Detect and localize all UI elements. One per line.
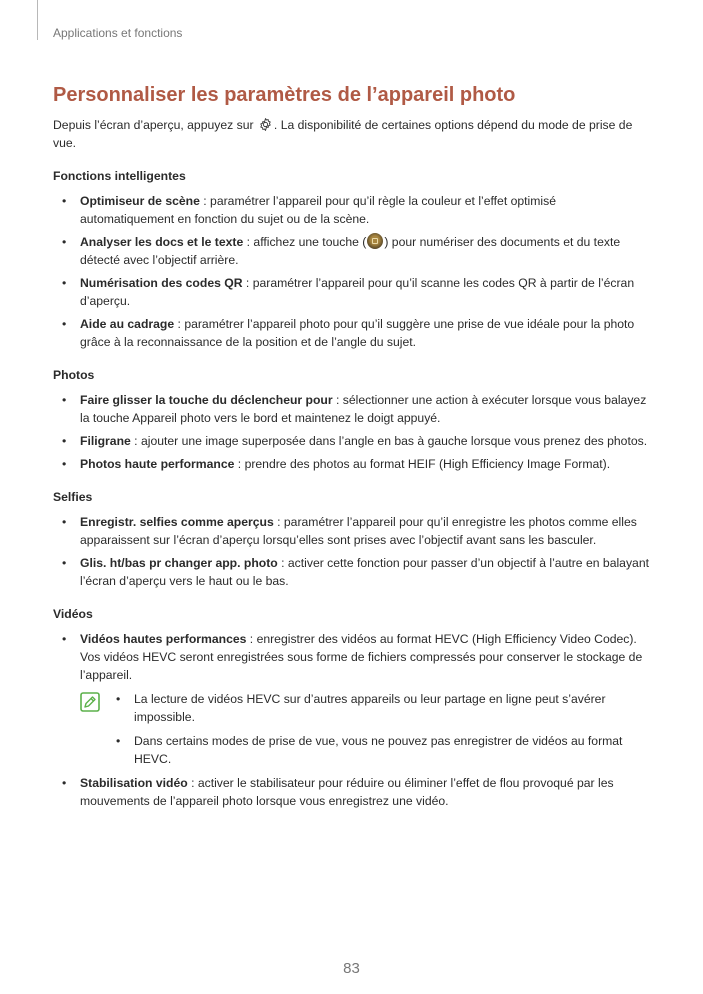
page-content — [53, 82, 653, 815]
item-text: : ajouter une image superposée dans l’angle en bas à gauche lorsque vous prenez des photos. — [130, 434, 648, 448]
list-item — [53, 432, 653, 450]
note-pencil-icon — [80, 692, 100, 712]
item-text: : paramétrer l’appareil pour qu’il scanne les codes QR à partir de l’écran d’aperçu. — [80, 276, 635, 308]
item-text: : sélectionner une action à exécuter lorsque vous balayez la touche Appareil photo vers le bord et maintenez le doigt appuyé. — [80, 393, 647, 425]
item-term: Stabilisation vidéo — [80, 776, 188, 790]
section-title-selfies: Selfies — [53, 490, 93, 504]
item-term: Photos haute performance — [80, 457, 235, 471]
margin-rule — [37, 0, 38, 40]
list-item — [53, 513, 653, 549]
photos-list — [53, 391, 653, 473]
videos-list — [53, 630, 653, 810]
item-term: Enregistr. selfies comme aperçus — [80, 515, 274, 529]
list-item — [53, 554, 653, 590]
gear-icon — [258, 117, 273, 132]
list-item — [53, 774, 653, 810]
page-title: Personnaliser les paramètres de l’appareil photo — [53, 84, 516, 106]
item-text: : prendre des photos au format HEIF (High Efficiency Image Format). — [234, 457, 611, 471]
intro-text-before: Depuis l’écran d’aperçu, appuyez sur — [53, 118, 257, 132]
list-item — [53, 192, 653, 228]
note-item: • La lecture de vidéos HEVC sur d’autres appareils ou leur partage en ligne peut s’avérer impossible. — [107, 690, 653, 726]
item-text: : paramétrer l’appareil photo pour qu’il suggère une prise de vue idéale pour la photo grâce à la reconnaissance de la position et de l’angle du sujet. — [80, 317, 635, 349]
item-text-before: : affichez une touche ( — [243, 235, 367, 249]
list-item — [53, 391, 653, 427]
list-item — [53, 630, 653, 768]
item-text: : activer le stabilisateur pour réduire ou éliminer l’effet de flou provoqué par les mouvements de l’appareil photo lorsque vous enregistrez une vidéo. — [80, 776, 614, 808]
note-list — [107, 690, 653, 768]
item-term: Filigrane — [80, 434, 131, 448]
note-box — [53, 690, 653, 768]
item-term: Vidéos hautes performances — [80, 632, 247, 646]
item-term: Optimiseur de scène — [80, 194, 200, 208]
list-item — [53, 315, 653, 351]
item-text: : paramétrer l’appareil pour qu’il enregistre les photos comme elles apparaissent sur l’écran d’aperçu lorsqu’elles sont prises avec l’objectif avant sans les basculer. — [80, 515, 637, 547]
item-term: Faire glisser la touche du déclencheur pour — [80, 393, 333, 407]
running-head: Applications et fonctions — [53, 26, 183, 40]
section-title-smart: Fonctions intelligentes — [53, 169, 186, 183]
selfies-list — [53, 513, 653, 590]
list-item — [53, 274, 653, 310]
item-term: Analyser les docs et le texte — [80, 235, 244, 249]
page-number: 83 — [343, 960, 360, 977]
note-item: • Dans certains modes de prise de vue, vous ne pouvez pas enregistrer de vidéos au format HEVC. — [107, 732, 653, 768]
item-text: : activer cette fonction pour passer d’un objectif à l’autre en balayant l’écran d’aperçu vers le haut ou le bas. — [80, 556, 649, 588]
item-term: Aide au cadrage — [80, 317, 175, 331]
item-text: : enregistrer des vidéos au format HEVC (High Efficiency Video Codec). Vos vidéos HEVC seront enregistrées sous forme de fichiers compressés pour conserver le stockage de l’appareil. — [80, 632, 643, 682]
intro-paragraph — [53, 116, 653, 152]
intro-text-after: . La disponibilité de certaines options dépend du mode de prise de vue. — [53, 118, 633, 150]
item-term: Glis. ht/bas pr changer app. photo — [80, 556, 278, 570]
section-title-photos: Photos — [53, 368, 95, 382]
list-item — [53, 455, 653, 473]
item-term: Numérisation des codes QR — [80, 276, 243, 290]
item-text-after: ) pour numériser des documents et du texte détecté avec l’objectif arrière. — [80, 235, 621, 267]
section-title-videos: Vidéos — [53, 607, 93, 621]
item-text: : paramétrer l’appareil pour qu’il règle la couleur et l’effet optimisé automatiquement en fonction du sujet ou de la scène. — [80, 194, 556, 226]
smart-list — [53, 192, 653, 351]
list-item — [53, 233, 653, 269]
document-scan-icon — [367, 233, 383, 249]
